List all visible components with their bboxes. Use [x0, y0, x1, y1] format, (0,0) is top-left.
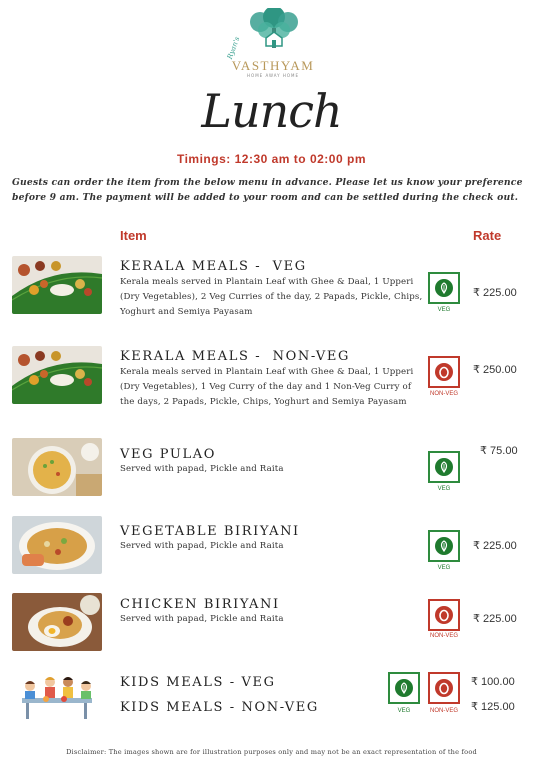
- item-description: Kerala meals served in Plantain Leaf with Ghee & Daal, 1 Upperi (Dry Vegetables), 1 Veg Curry of the day and 1 Non-Veg Curry of the days, 2 Papads, Pickle, Chips, Yoghurt and Semiya Payasam: [120, 367, 414, 407]
- nonveg-badge: [428, 599, 460, 631]
- nonveg-label: NON-VEG: [429, 633, 458, 639]
- veg-badge: [428, 451, 460, 483]
- egg-icon: [435, 363, 453, 381]
- nonveg-badge: [428, 672, 460, 704]
- veg-badge: [428, 530, 460, 562]
- veg-pulao-image: [12, 438, 102, 496]
- nonveg-badge: [428, 356, 460, 388]
- item-price: ₹ 125.00: [471, 701, 515, 713]
- item-name: KIDS MEALS - VEG: [120, 675, 276, 690]
- item-name: CHICKEN BIRIYANI: [120, 597, 280, 612]
- egg-icon: [435, 679, 453, 697]
- item-description: Served with papad, Pickle and Raita: [120, 541, 284, 551]
- item-price: ₹ 225.00: [473, 287, 517, 299]
- item-name: VEG PULAO: [120, 447, 216, 462]
- leaf-icon: [435, 537, 453, 555]
- nonveg-label: NON-VEG: [429, 708, 458, 714]
- disclaimer: Disclaimer: The images shown are for illustration purposes only and may not be an exact representation of the food: [66, 748, 477, 756]
- brand-script: Ryan's: [225, 35, 242, 61]
- veg-label: VEG: [437, 565, 451, 571]
- item-price: ₹ 75.00: [480, 445, 518, 457]
- item-price: ₹ 225.00: [473, 613, 517, 625]
- timings: Timings: 12:30 am to 02:00 pm: [176, 152, 366, 166]
- kids-meals-image: [16, 670, 98, 722]
- column-header-item: Item: [120, 228, 147, 243]
- intro-text: Guests can order the item from the below menu in advance. Please let us know your preference before 9 am. The payment will be added to your room and can be settled during the check out.: [12, 177, 523, 203]
- item-name: KERALA MEALS - NON-VEG: [120, 349, 350, 364]
- item-price: ₹ 100.00: [471, 676, 515, 688]
- leaf-icon: [435, 458, 453, 476]
- brand-name: VASTHYAM: [231, 58, 315, 73]
- veg-label: VEG: [437, 307, 451, 313]
- tree-house-logo-icon: [246, 8, 302, 50]
- veg-badge: [428, 272, 460, 304]
- item-description: Kerala meals served in Plantain Leaf with Ghee & Daal, 1 Upperi (Dry Vegetables), 2 Veg Curries of the day, 2 Papads, Pickle, Chips, Yoghurt and Semiya Payasam: [120, 277, 423, 317]
- egg-icon: [435, 606, 453, 624]
- item-description: Served with papad, Pickle and Raita: [120, 614, 284, 624]
- nonveg-label: NON-VEG: [429, 391, 458, 397]
- item-description: Served with papad, Pickle and Raita: [120, 464, 284, 474]
- item-name: KIDS MEALS - NON-VEG: [120, 700, 319, 715]
- page-title: Lunch: [201, 84, 342, 138]
- veg-badge: [388, 672, 420, 704]
- vegetable-biriyani-image: [12, 516, 102, 574]
- leaf-icon: [395, 679, 413, 697]
- item-name: KERALA MEALS - VEG: [120, 259, 307, 274]
- kerala-meals-veg-image: [12, 256, 102, 314]
- veg-label: VEG: [397, 708, 411, 714]
- item-price: ₹ 250.00: [473, 364, 517, 376]
- item-name: VEGETABLE BIRIYANI: [120, 524, 300, 539]
- column-header-rate: Rate: [473, 228, 502, 243]
- vasthyam-logo: [225, 8, 318, 80]
- kerala-meals-nonveg-image: [12, 346, 102, 404]
- veg-label: VEG: [437, 486, 451, 492]
- item-price: ₹ 225.00: [473, 540, 517, 552]
- leaf-icon: [435, 279, 453, 297]
- chicken-biriyani-image: [12, 593, 102, 651]
- brand-tagline: HOME AWAY HOME: [247, 73, 299, 78]
